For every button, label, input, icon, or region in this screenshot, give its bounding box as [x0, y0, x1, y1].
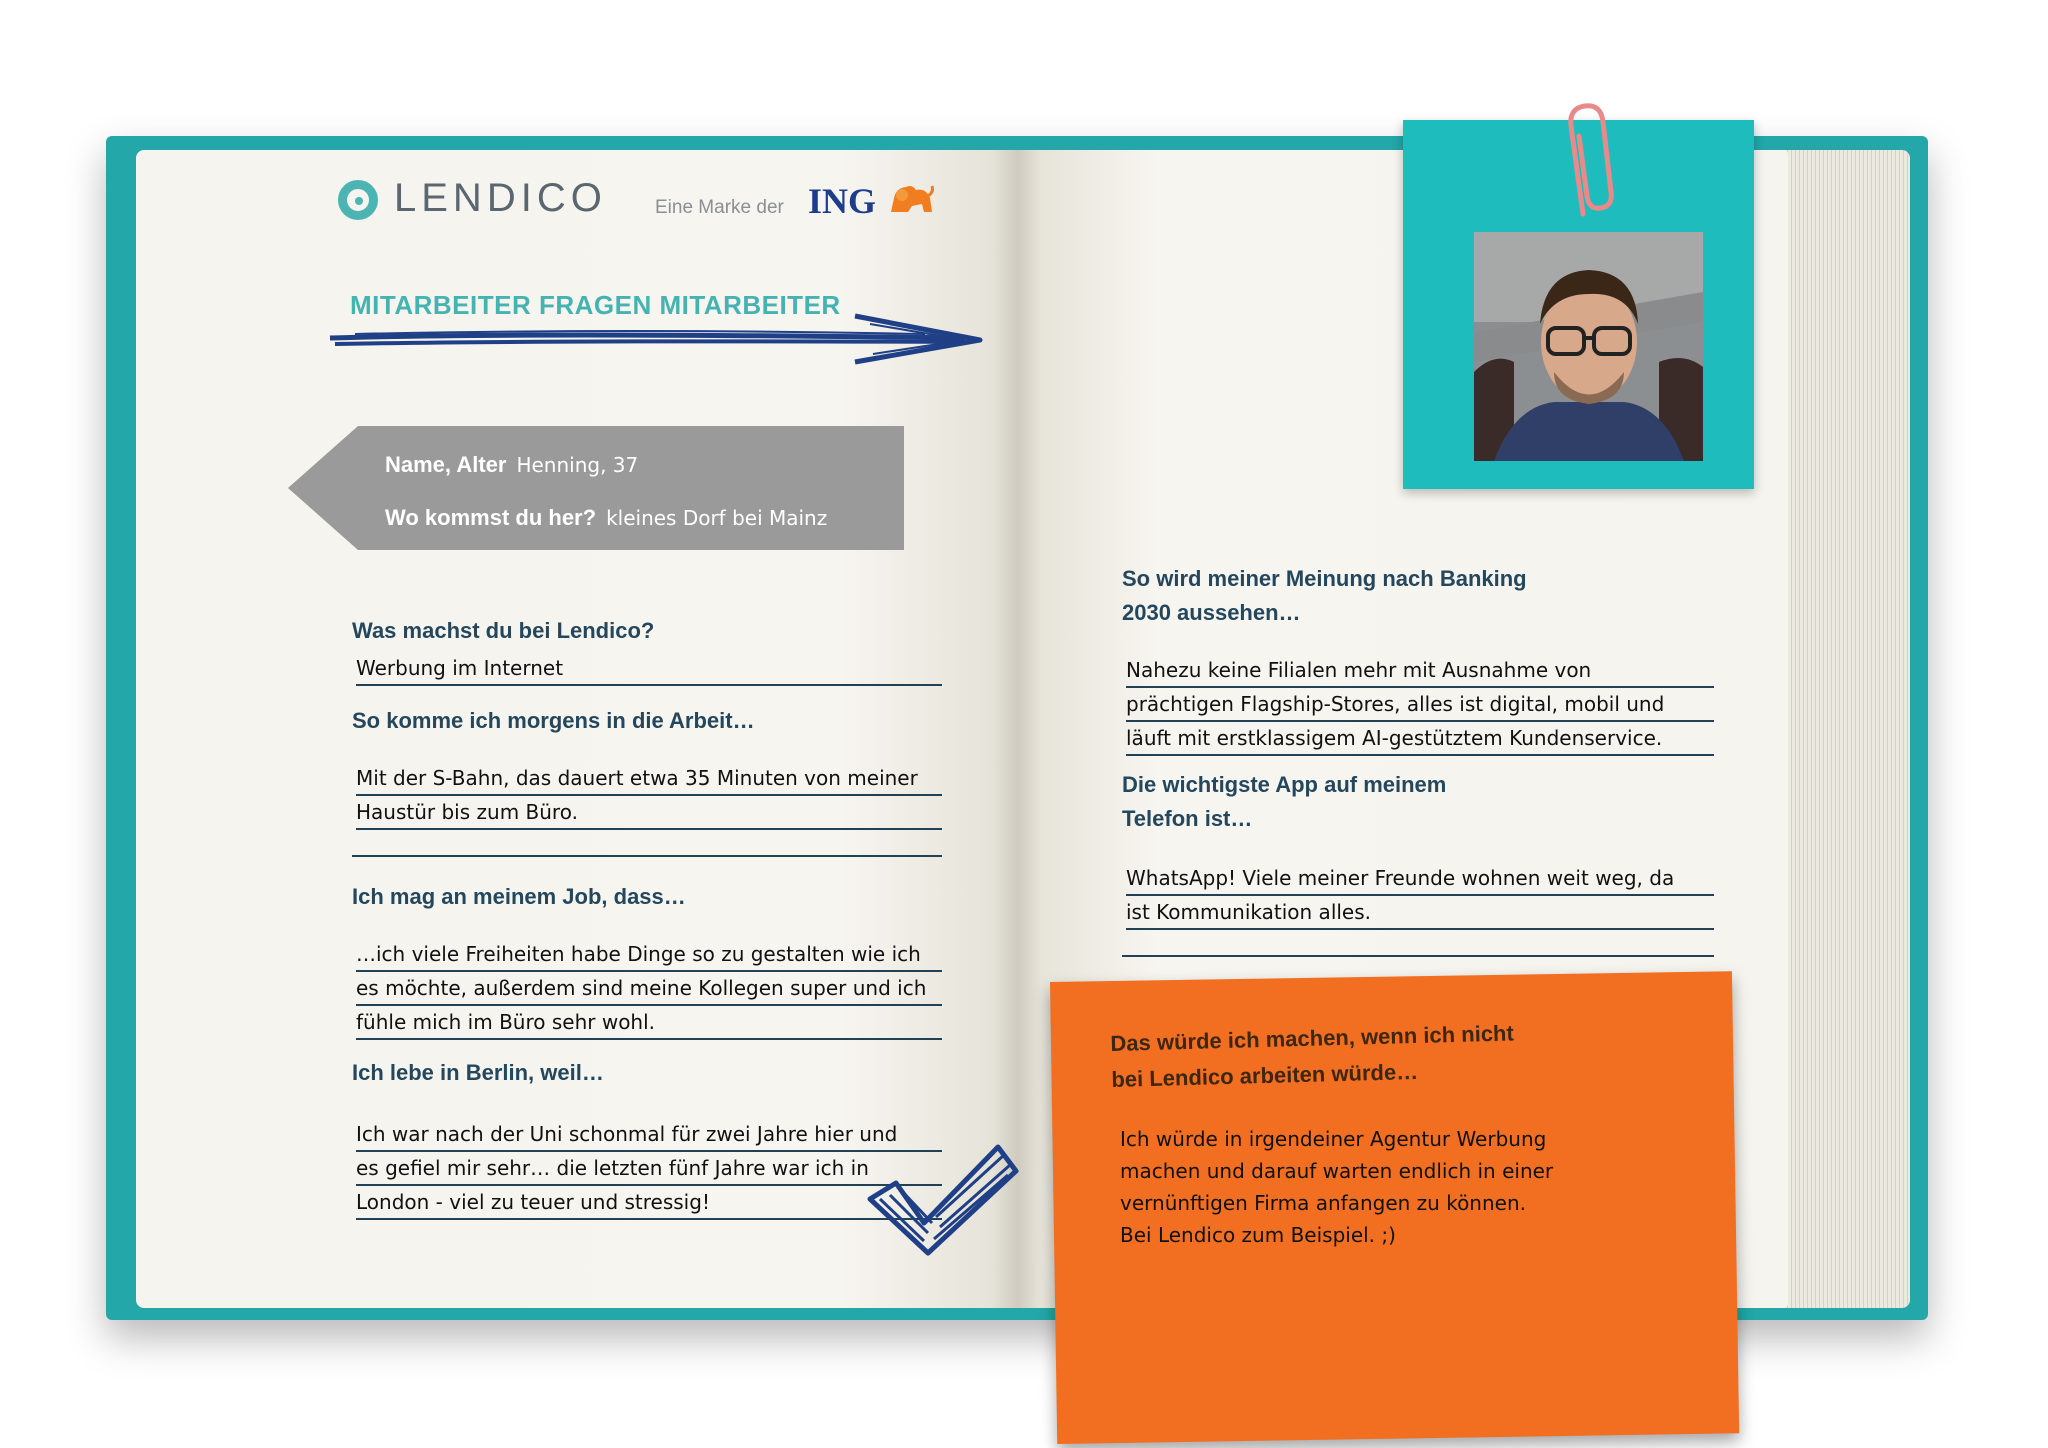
note-question-line: Das würde ich machen, wenn ich nicht — [1110, 1020, 1515, 1056]
profile-tag — [288, 426, 904, 550]
name-value: Henning, 37 — [516, 453, 639, 477]
question-1: Was machst du bei Lendico? — [352, 618, 655, 643]
name-label: Name, Alter — [385, 452, 507, 477]
profile-name-row — [385, 452, 638, 478]
answer-line: fühle mich im Büro sehr wohl. — [356, 1006, 942, 1040]
answer-line: London - viel zu teuer und stressig! — [356, 1186, 942, 1220]
answer-line: Haustür bis zum Büro. — [356, 796, 942, 830]
answer-line: Mit der S-Bahn, das dauert etwa 35 Minuten von meiner — [356, 762, 942, 796]
answer-2 — [356, 762, 942, 830]
question-5 — [1122, 562, 1527, 630]
profile-photo — [1474, 232, 1703, 461]
arrow-icon — [325, 306, 985, 366]
answer-line: Werbung im Internet — [356, 652, 942, 686]
answer-line: es gefiel mir sehr… die letzten fünf Jahre war ich in — [356, 1152, 942, 1186]
note-question-line: bei Lendico arbeiten würde… — [1111, 1058, 1419, 1092]
origin-value: kleines Dorf bei Mainz — [606, 506, 828, 530]
lendico-logo-text: LENDICO — [394, 176, 607, 220]
answer-3 — [356, 938, 942, 1040]
answer-line: ist Kommunikation alles. — [1126, 896, 1714, 930]
paperclip-icon — [1565, 102, 1615, 222]
question-4: Ich lebe in Berlin, weil… — [352, 1060, 604, 1085]
note-question — [1110, 1015, 1515, 1098]
checkmark-icon — [866, 1137, 1024, 1257]
blank-line — [1122, 955, 1714, 957]
origin-label: Wo kommst du her? — [385, 505, 597, 530]
question-line: 2030 aussehen… — [1122, 600, 1301, 625]
answer-line: Nahezu keine Filialen mehr mit Ausnahme von — [1126, 654, 1714, 688]
brand-subline: Eine Marke der — [655, 197, 784, 218]
answer-line: läuft mit erstklassigem AI-gestütztem Kundenservice. — [1126, 722, 1714, 756]
note-answer-line: Ich würde in irgendeiner Agentur Werbung — [1120, 1127, 1547, 1151]
answer-line: WhatsApp! Viele meiner Freunde wohnen weit weg, da — [1126, 862, 1714, 896]
question-line: Telefon ist… — [1122, 806, 1253, 831]
note-answer-line: machen und darauf warten endlich in einer — [1120, 1159, 1554, 1183]
note-answer-line: vernünftigen Firma anfangen zu können. — [1120, 1191, 1526, 1215]
banner-title: MITARBEITER FRAGEN MITARBEITER — [350, 290, 841, 320]
question-line: Die wichtigste App auf meinem — [1122, 772, 1447, 797]
question-3: Ich mag an meinem Job, dass… — [352, 884, 686, 909]
lendico-logo-icon — [338, 180, 378, 220]
note-answer — [1120, 1123, 1553, 1251]
answer-line: …ich viele Freiheiten habe Dinge so zu gestalten wie ich — [356, 938, 942, 972]
question-line: So wird meiner Meinung nach Banking — [1122, 566, 1527, 591]
answer-line: prächtigen Flagship-Stores, alles ist digital, mobil und — [1126, 688, 1714, 722]
answer-4 — [356, 1118, 942, 1220]
question-6 — [1122, 768, 1446, 836]
ing-logo-text: ING — [808, 181, 877, 221]
question-2: So komme ich morgens in die Arbeit… — [352, 708, 755, 733]
answer-line: Ich war nach der Uni schonmal für zwei Jahre hier und — [356, 1118, 942, 1152]
note-answer-line: Bei Lendico zum Beispiel. ;) — [1120, 1223, 1396, 1247]
answer-1 — [356, 652, 942, 686]
blank-line — [352, 855, 942, 857]
answer-6 — [1126, 862, 1714, 930]
answer-5 — [1126, 654, 1714, 756]
profile-origin-row — [385, 505, 827, 531]
answer-line: es möchte, außerdem sind meine Kollegen super und ich — [356, 972, 942, 1006]
lion-icon — [888, 182, 934, 216]
